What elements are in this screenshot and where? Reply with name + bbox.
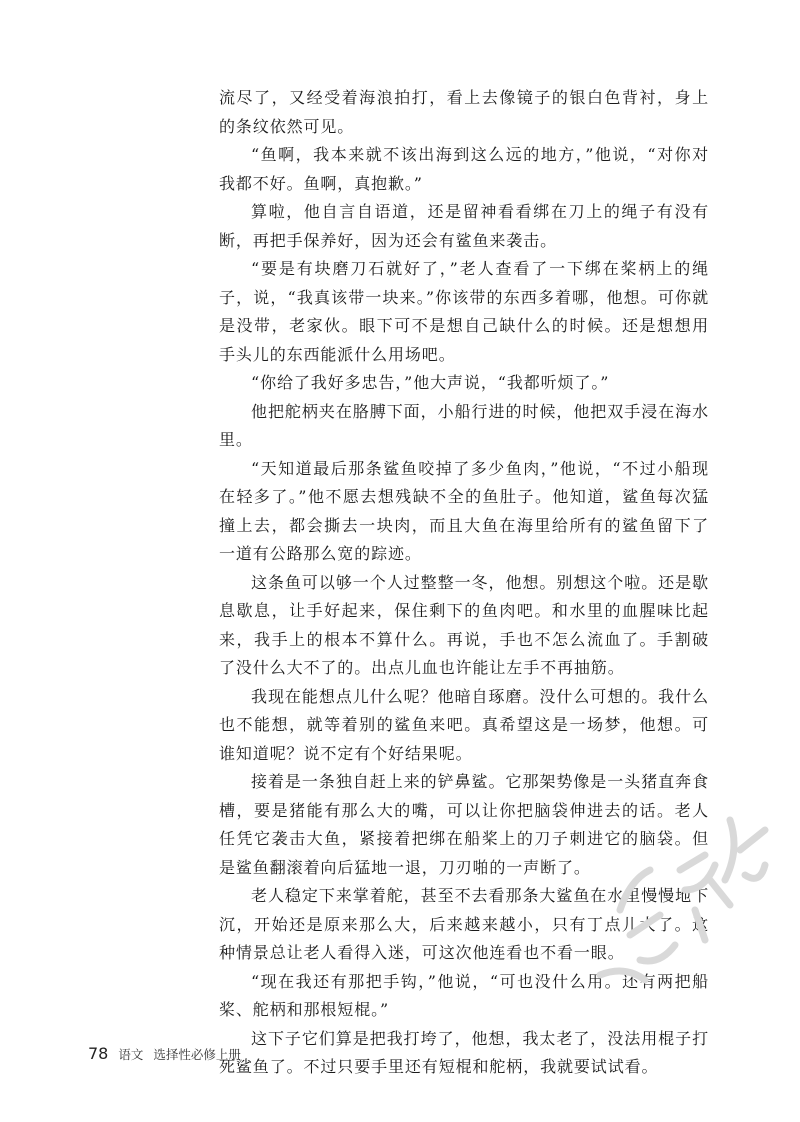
- paragraph: “你给了我好多忠告，”他大声说，“我都听烦了。”: [251, 373, 610, 392]
- paragraph: “现在我还有那把手钩，”他说，“可也没什么用。还有两把船桨、舵柄和那根短棍。”: [219, 971, 709, 1019]
- paragraph: 我现在能想点儿什么呢？他暗自琢磨。没什么可想的。我什么也不能想，就等着别的鲨鱼来吧。真希望这是一场梦，他想。可谁知道呢？说不定有个好结果呢。: [219, 686, 709, 763]
- paragraph: 这下子它们算是把我打垮了，他想，我太老了，没法用棍子打死鲨鱼了。不过只要手里还有短棍和舵柄，我就要试试看。: [219, 1028, 709, 1076]
- paragraph: “鱼啊，我本来就不该出海到这么远的地方，”他说，“对你对我都不好。鱼啊，真抱歉。”: [219, 145, 709, 193]
- paragraph: 老人稳定下来掌着舵，甚至不去看那条大鲨鱼在水里慢慢地下沉，开始还是原来那么大，后来越来越小，只有丁点儿大了。这种情景总让老人看得入迷，可这次他连看也不看一眼。: [219, 886, 709, 962]
- volume-title: 选择性必修上册: [153, 1047, 241, 1062]
- paragraph: 算啦，他自言自语道，还是留神看看绑在刀上的绳子有没有断，再把手保养好，因为还会有鲨鱼来袭击。: [219, 202, 709, 250]
- paragraph: 这条鱼可以够一个人过整整一冬，他想。别想这个啦。还是歇息歇息，让手好起来，保住剩下的鱼肉吧。和水里的血腥味比起来，我手上的根本不算什么。再说，手也不怎么流血了。手割破了没什么大不了的。出点儿血也许能让左手不再抽筋。: [219, 572, 709, 677]
- paragraph: 接着是一条独自赶上来的铲鼻鲨。它那架势像是一头猪直奔食槽，要是猪能有那么大的嘴，可以让你把脑袋伸进去的话。老人任凭它袭击大鱼，紧接着把绑在船桨上的刀子刺进它的脑袋。但是鲨鱼翻滚着向后猛地一退，刀刃啪的一声断了。: [219, 772, 709, 877]
- page-footer: [88, 1044, 241, 1063]
- paragraph: “要是有块磨刀石就好了，”老人查看了一下绑在桨柄上的绳子，说，“我真该带一块来。”你该带的东西多着哪，他想。可你就是没带，老家伙。眼下可不是想自己缺什么的时候。还是想想用手头儿的东西能派什么用场吧。: [219, 259, 709, 364]
- paragraph: “天知道最后那条鲨鱼咬掉了多少鱼肉，”他说，“不过小船现在轻多了。”他不愿去想残缺不全的鱼肚子。他知道，鲨鱼每次猛撞上去，都会撕去一块肉，而且大鱼在海里给所有的鲨鱼留下了一道有公路那么宽的踪迹。: [219, 458, 709, 563]
- paragraph: 他把舵柄夹在胳膊下面，小船行进的时候，他把双手浸在海水里。: [219, 401, 709, 449]
- page-number: 78: [88, 1044, 109, 1063]
- body-text: [219, 84, 709, 1082]
- book-title: 语文: [118, 1047, 144, 1062]
- paragraph: 流尽了，又经受着海浪拍打，看上去像镜子的银白色背衬，身上的条纹依然可见。: [219, 88, 709, 136]
